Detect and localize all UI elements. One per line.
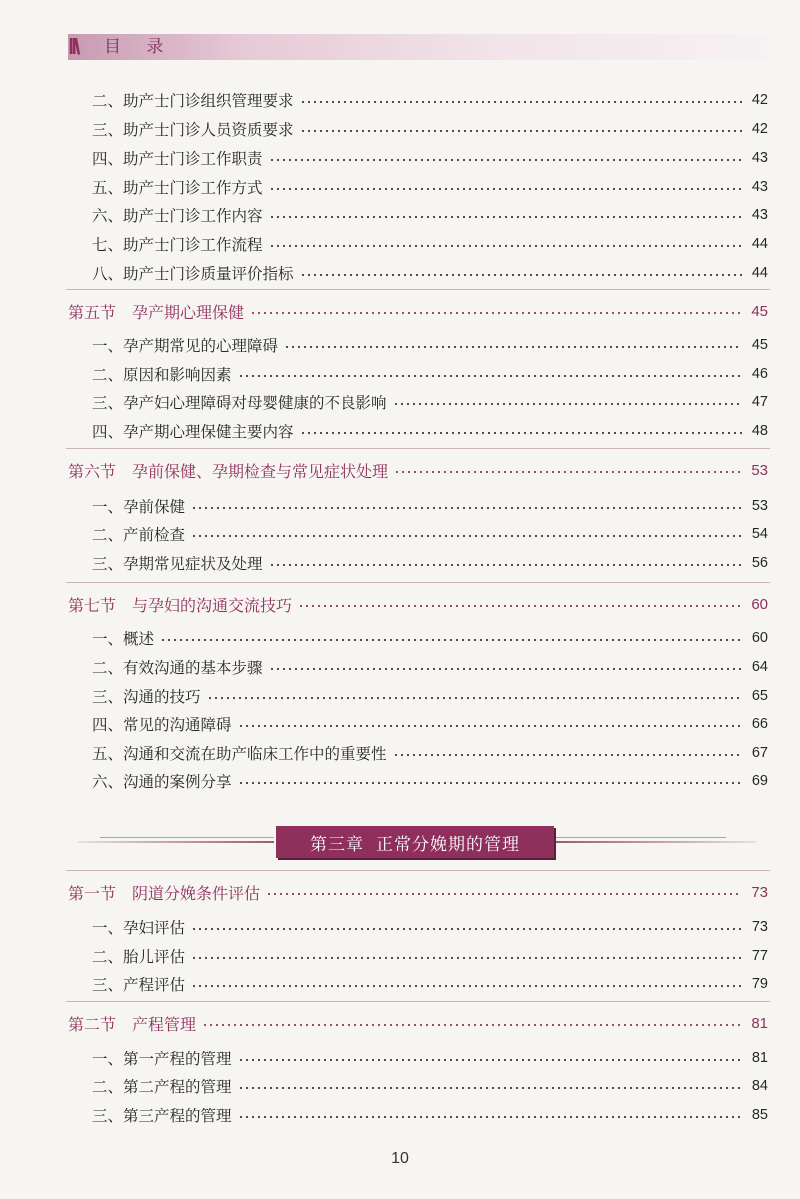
dot-leader (300, 101, 742, 103)
page-ref: 46 (751, 366, 768, 382)
page-ref: 81 (751, 1014, 768, 1032)
dot-leader (269, 216, 742, 218)
item-title: 一、孕前保健 (92, 498, 186, 516)
page-ref: 60 (751, 630, 768, 646)
page-ref: 85 (751, 1107, 768, 1123)
section-title: 第七节 与孕妇的沟通交流技巧 (68, 595, 293, 615)
toc-item-row[interactable] (92, 521, 768, 547)
toc-item-row[interactable] (92, 1073, 768, 1099)
chapter-rule-right-thin (556, 837, 726, 838)
chapter-rule-left (78, 841, 274, 843)
dot-leader (269, 245, 742, 247)
dot-leader (238, 1059, 742, 1061)
item-title: 六、助产士门诊工作内容 (92, 207, 263, 225)
page-ref: 53 (751, 461, 768, 479)
page-ref: 45 (751, 337, 768, 353)
toc-item-row[interactable] (92, 418, 768, 444)
page-ref: 53 (751, 498, 768, 514)
toc-item-row[interactable] (92, 1102, 768, 1128)
toc-section-row[interactable] (68, 1010, 768, 1036)
dot-leader (238, 1116, 742, 1118)
toc-section-row[interactable] (68, 298, 768, 324)
toc-item-row[interactable] (92, 1045, 768, 1071)
toc-item-row[interactable] (92, 914, 768, 940)
dot-leader (250, 312, 742, 314)
dot-leader (269, 188, 742, 190)
toc-item-row[interactable] (92, 768, 768, 794)
page-ref: 64 (751, 659, 768, 675)
toc-section-row[interactable] (68, 457, 768, 483)
toc-item-row[interactable] (92, 87, 768, 113)
toc-item-row[interactable] (92, 202, 768, 228)
item-title: 七、助产士门诊工作流程 (92, 236, 263, 254)
item-title: 三、孕期常见症状及处理 (92, 555, 263, 573)
item-title: 二、有效沟通的基本步骤 (92, 659, 263, 677)
section-divider (66, 448, 770, 449)
dot-leader (393, 403, 742, 405)
toc-item-row[interactable] (92, 332, 768, 358)
toc-item-row[interactable] (92, 260, 768, 286)
dot-leader (298, 605, 742, 607)
dot-leader (191, 507, 742, 509)
toc-item-row[interactable] (92, 361, 768, 387)
toc-section-row[interactable] (68, 879, 768, 905)
toc-item-row[interactable] (92, 493, 768, 519)
toc-item-row[interactable] (92, 625, 768, 651)
dot-leader (394, 471, 742, 473)
item-title: 三、第三产程的管理 (92, 1107, 232, 1125)
dot-leader (300, 274, 742, 276)
toc-item-row[interactable] (92, 116, 768, 142)
dot-leader (238, 375, 742, 377)
toc-item-row[interactable] (92, 943, 768, 969)
page-ref: 60 (751, 595, 768, 613)
page-ref: 43 (751, 207, 768, 223)
item-title: 五、沟通和交流在助产临床工作中的重要性 (92, 745, 387, 763)
item-title: 三、沟通的技巧 (92, 688, 201, 706)
section-title: 第二节 产程管理 (68, 1014, 197, 1034)
page-ref: 48 (751, 423, 768, 439)
toc-item-row[interactable] (92, 550, 768, 576)
section-title: 第六节 孕前保健、孕期检查与常见症状处理 (68, 461, 389, 481)
page-ref: 54 (751, 526, 768, 542)
page-ref: 45 (751, 302, 768, 320)
toc-section-row[interactable] (68, 591, 768, 617)
dot-leader (191, 535, 742, 537)
dot-leader (266, 893, 742, 895)
dot-leader (393, 754, 742, 756)
toc-item-row[interactable] (92, 740, 768, 766)
chapter-title: 正常分娩期的管理 (376, 834, 520, 855)
toc-item-row[interactable] (92, 971, 768, 997)
toc-item-row[interactable] (92, 145, 768, 171)
dot-leader (202, 1024, 742, 1026)
page-ref: 77 (751, 948, 768, 964)
header-bars-icon: ǀǀ\ (68, 34, 78, 59)
item-title: 二、助产士门诊组织管理要求 (92, 92, 294, 110)
page-number: 10 (391, 1150, 409, 1167)
running-header (68, 34, 768, 60)
toc-item-row[interactable] (92, 683, 768, 709)
item-title: 一、第一产程的管理 (92, 1050, 232, 1068)
dot-leader (207, 697, 742, 699)
dot-leader (269, 668, 742, 670)
item-title: 四、常见的沟通障碍 (92, 716, 232, 734)
item-title: 二、第二产程的管理 (92, 1078, 232, 1096)
toc-item-row[interactable] (92, 231, 768, 257)
page-ref: 79 (751, 976, 768, 992)
page-ref: 84 (751, 1078, 768, 1094)
page-ref: 42 (751, 92, 768, 108)
dot-leader (160, 639, 742, 641)
item-title: 二、胎儿评估 (92, 948, 186, 966)
section-divider (66, 870, 770, 871)
item-title: 三、产程评估 (92, 976, 186, 994)
item-title: 二、产前检查 (92, 526, 186, 544)
dot-leader (191, 985, 742, 987)
dot-leader (191, 957, 742, 959)
dot-leader (269, 159, 742, 161)
section-divider (66, 582, 770, 583)
page-ref: 42 (751, 121, 768, 137)
section-divider (66, 289, 770, 290)
header-title: 目 录 (104, 37, 174, 57)
chapter-number: 第三章 (310, 834, 364, 855)
item-title: 四、孕产期心理保健主要内容 (92, 423, 294, 441)
page-ref: 66 (751, 716, 768, 732)
dot-leader (300, 130, 742, 132)
chapter-rule-left-thin (100, 837, 274, 838)
dot-leader (300, 432, 742, 434)
page-ref: 73 (751, 919, 768, 935)
page-ref: 69 (751, 773, 768, 789)
item-title: 一、概述 (92, 630, 155, 648)
dot-leader (269, 564, 742, 566)
page-ref: 65 (751, 688, 768, 704)
item-title: 四、助产士门诊工作职责 (92, 150, 263, 168)
item-title: 一、孕妇评估 (92, 919, 186, 937)
item-title: 六、沟通的案例分享 (92, 773, 232, 791)
item-title: 三、孕产妇心理障碍对母婴健康的不良影响 (92, 394, 387, 412)
page-ref: 73 (751, 883, 768, 901)
page-ref: 67 (751, 745, 768, 761)
item-title: 二、原因和影响因素 (92, 366, 232, 384)
item-title: 一、孕产期常见的心理障碍 (92, 337, 279, 355)
dot-leader (284, 346, 742, 348)
item-title: 三、助产士门诊人员资质要求 (92, 121, 294, 139)
section-title: 第五节 孕产期心理保健 (68, 302, 245, 322)
section-divider (66, 1001, 770, 1002)
chapter-rule-right (556, 841, 756, 843)
page-ref: 44 (751, 236, 768, 252)
toc-item-row[interactable] (92, 389, 768, 415)
page-ref: 47 (751, 394, 768, 410)
dot-leader (191, 928, 742, 930)
page-ref: 43 (751, 150, 768, 166)
toc-item-row[interactable] (92, 654, 768, 680)
item-title: 五、助产士门诊工作方式 (92, 179, 263, 197)
section-title: 第一节 阴道分娩条件评估 (68, 883, 261, 903)
page-ref: 44 (751, 265, 768, 281)
page-ref: 56 (751, 555, 768, 571)
page-ref: 43 (751, 179, 768, 195)
chapter-banner (276, 826, 554, 858)
item-title: 八、助产士门诊质量评价指标 (92, 265, 294, 283)
toc-item-row[interactable] (92, 711, 768, 737)
toc-item-row[interactable] (92, 174, 768, 200)
page-ref: 81 (751, 1050, 768, 1066)
dot-leader (238, 725, 742, 727)
dot-leader (238, 782, 742, 784)
dot-leader (238, 1087, 742, 1089)
